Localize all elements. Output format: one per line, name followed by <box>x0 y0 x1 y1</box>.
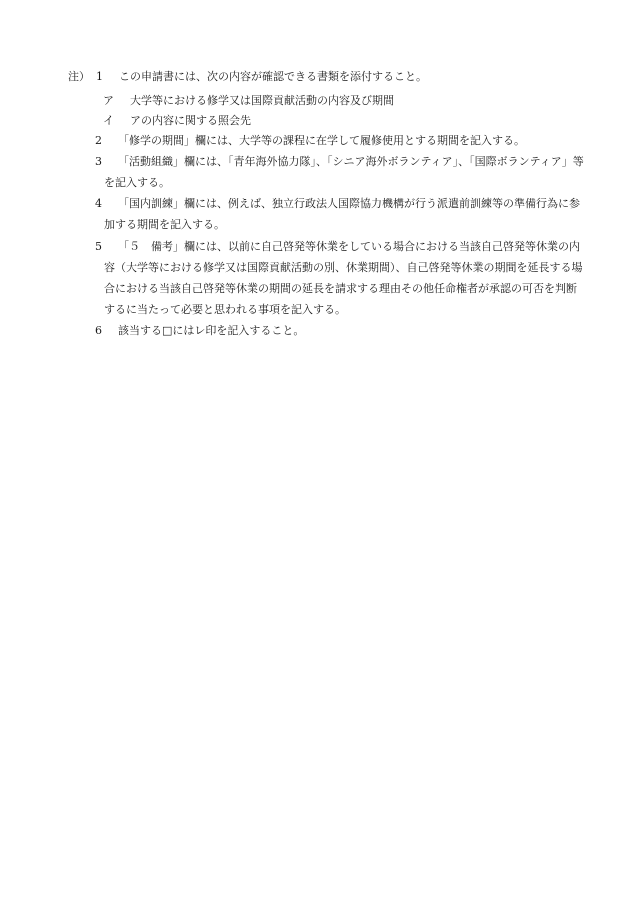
note-item-5-line-4 <box>104 303 346 317</box>
note-item-2 <box>95 134 525 148</box>
note-item-2-number: 2 <box>95 134 102 147</box>
note-item-2-text: 「修学の期間」欄には、大学等の課程に在学して履修使用とする期間を記入する。 <box>118 134 525 147</box>
note-item-5-line-3 <box>104 282 577 296</box>
note-item-1-sub-i <box>103 114 251 128</box>
note-item-5-text-3: 合における当該自己啓発等休業の期間の延長を請求する理由その他任命権者が承認の可否を判断 <box>104 282 577 295</box>
note-item-4-text-1: 「国内訓練」欄には、例えば、独立行政法人国際協力機構が行う派遣前訓練等の準備行為に参 <box>118 197 580 210</box>
note-item-3-number: 3 <box>95 155 102 168</box>
note-prefix: 注） <box>68 70 90 83</box>
note-item-3-line-1 <box>95 155 584 169</box>
note-item-5-line-1 <box>95 240 580 254</box>
note-item-5-text-2: 容（大学等における修学又は国際貢献活動の別、休業期間）、自己啓発等休業の期間を延長する場 <box>104 261 583 274</box>
note-item-1-text: この申請書には、次の内容が確認できる書類を添付すること。 <box>119 70 427 83</box>
note-item-1 <box>68 70 427 84</box>
note-item-5-number: 5 <box>95 240 102 253</box>
note-item-3-line-2 <box>104 176 170 190</box>
note-item-3-text-2: を記入する。 <box>104 176 170 189</box>
sub-i-text: アの内容に関する照会先 <box>130 114 251 127</box>
note-item-5-line-2 <box>104 261 583 275</box>
note-item-5-text-1: 「５ 備考」欄には、以前に自己啓発等休業をしている場合における当該自己啓発等休業の内 <box>118 240 580 253</box>
sub-i-marker: イ <box>103 114 114 127</box>
note-item-3-text-1: 「活動組織」欄には、「青年海外協力隊」、「シニア海外ボランティア」、「国際ボランティア」等 <box>118 155 584 168</box>
sub-a-text: 大学等における修学又は国際貢献活動の内容及び期間 <box>130 94 394 107</box>
note-item-4-line-1 <box>95 197 580 211</box>
note-item-4-line-2 <box>104 218 225 232</box>
note-item-1-sub-a <box>103 94 394 108</box>
note-item-4-text-2: 加する期間を記入する。 <box>104 218 225 231</box>
note-item-6-text: 該当する□にはレ印を記入すること。 <box>118 324 305 337</box>
sub-a-marker: ア <box>103 94 114 107</box>
note-item-1-number: 1 <box>96 70 103 83</box>
note-item-4-number: 4 <box>95 197 102 210</box>
note-item-6-number: 6 <box>95 324 102 337</box>
note-item-5-text-4: するに当たって必要と思われる事項を記入する。 <box>104 303 346 316</box>
note-item-6 <box>95 324 304 338</box>
